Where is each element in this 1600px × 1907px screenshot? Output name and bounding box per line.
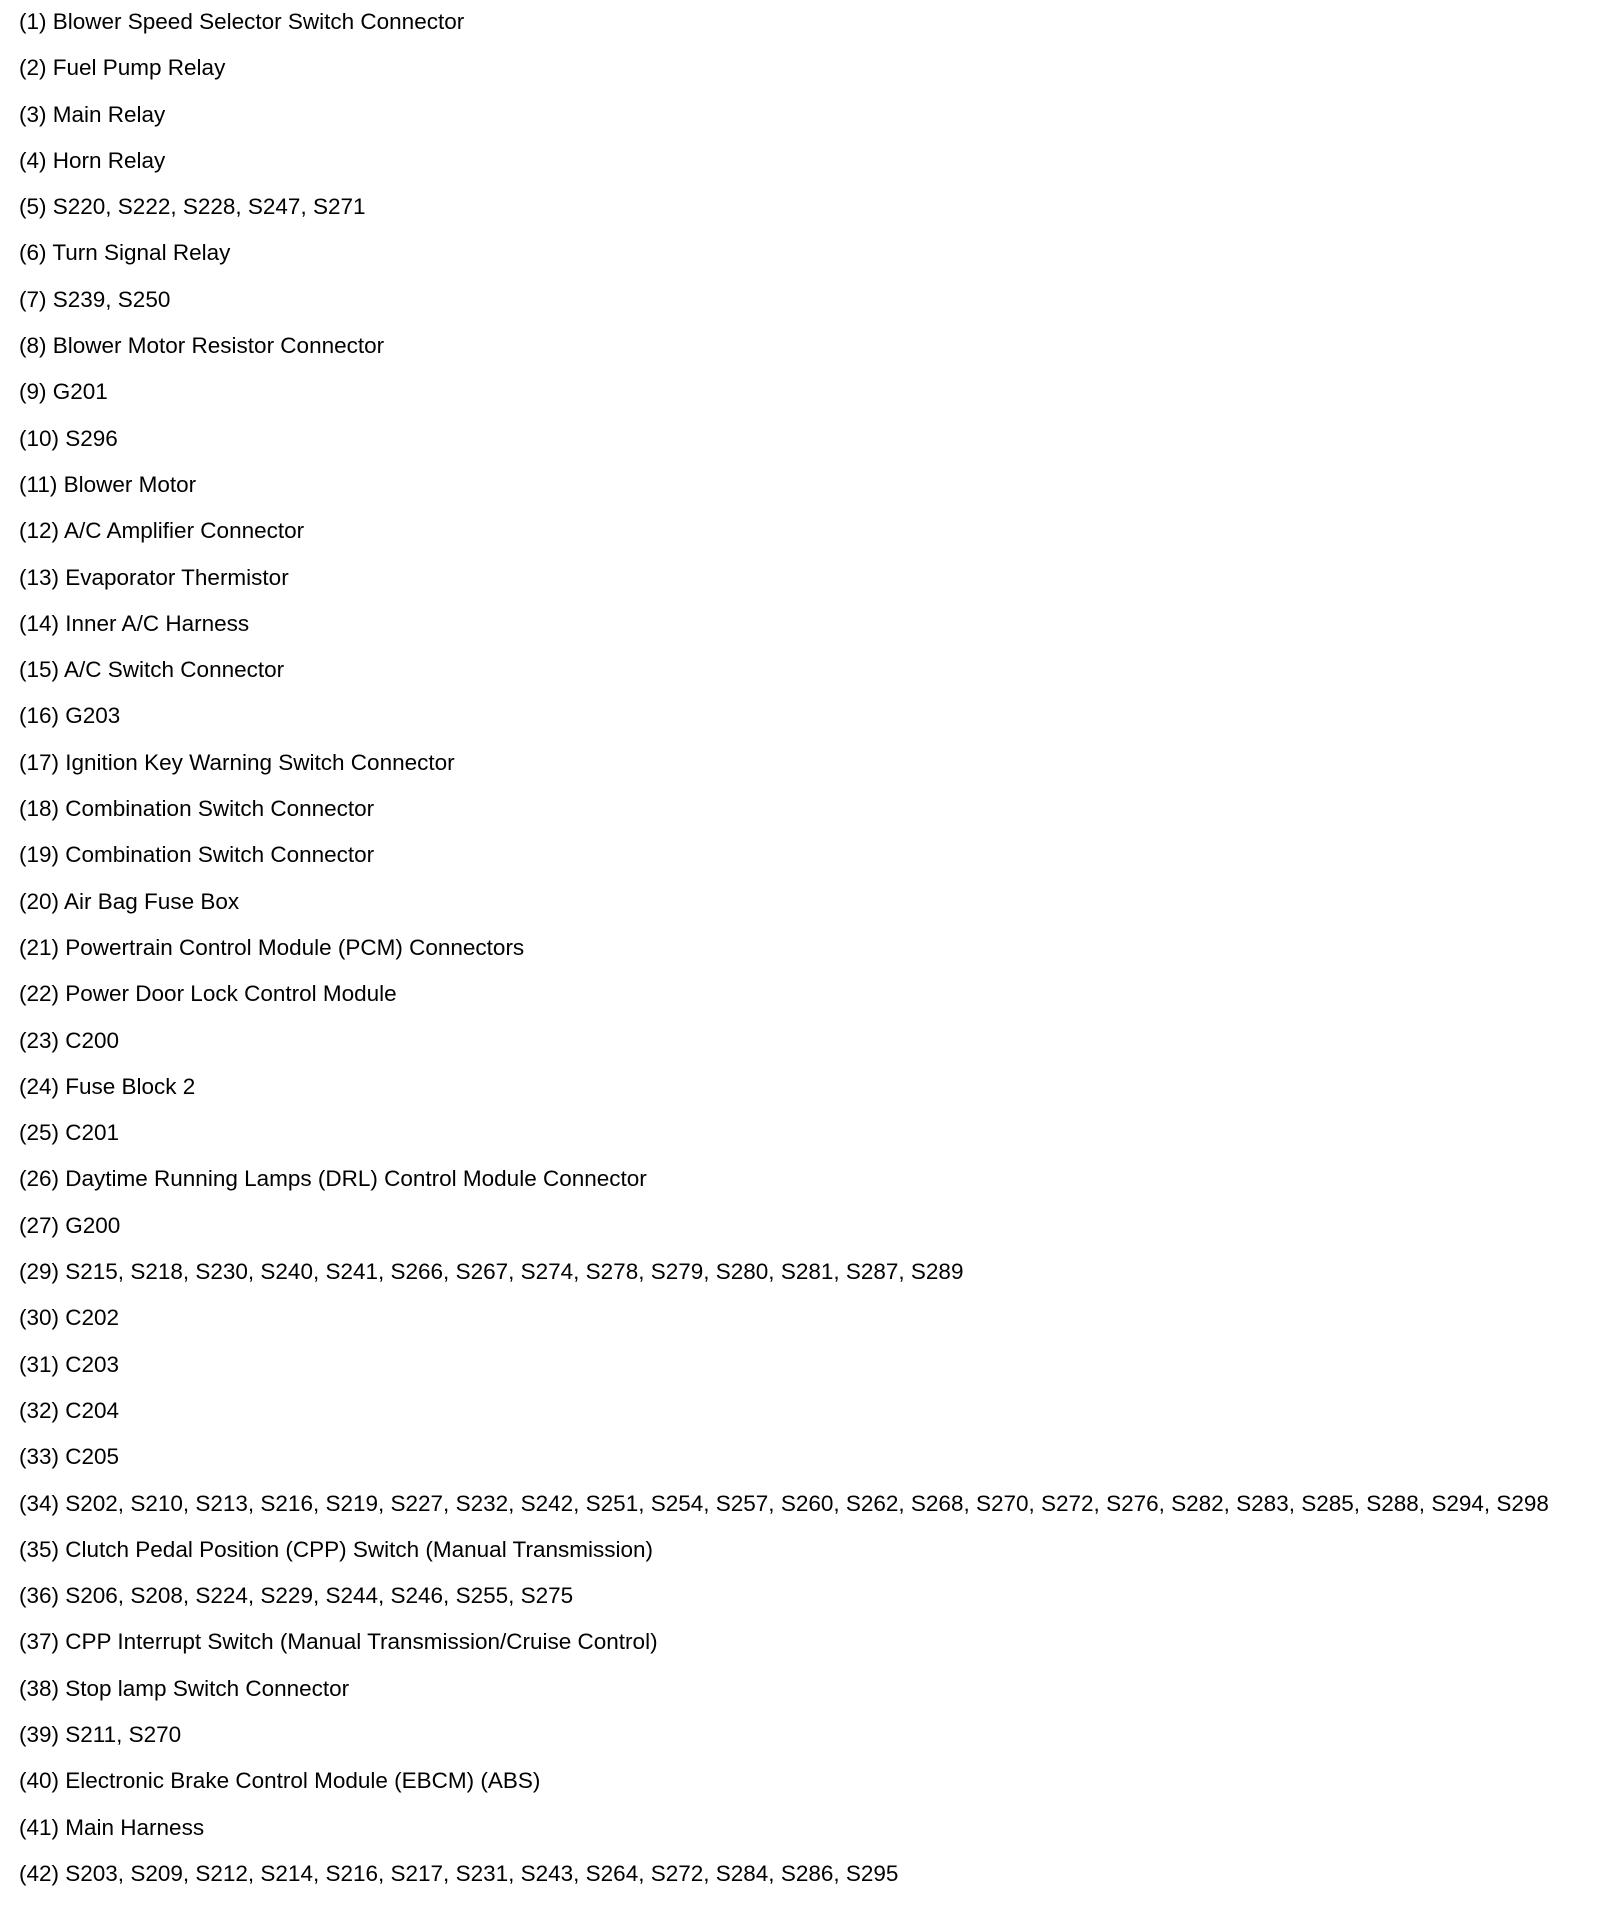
legend-item: (4) Horn Relay [19,147,166,173]
legend-item: (30) C202 [19,1305,120,1331]
legend-item: (39) S211, S270 [19,1721,182,1747]
legend-item: (31) C203 [19,1351,120,1377]
legend-item: (19) Combination Switch Connector [19,842,375,868]
legend-item: (15) A/C Switch Connector [19,657,285,683]
legend-item: (9) G201 [19,379,108,405]
legend-item: (42) S203, S209, S212, S214, S216, S217, S231, S243, S264, S272, S284, S286, S295 [19,1860,899,1886]
legend-item: (23) C200 [19,1027,120,1053]
legend-item: (7) S239, S250 [19,286,171,312]
legend-item: (26) Daytime Running Lamps (DRL) Control Module Connector [19,1166,647,1192]
legend-item: (5) S220, S222, S228, S247, S271 [19,194,366,220]
legend-item: (41) Main Harness [19,1814,205,1840]
legend-item: (1) Blower Speed Selector Switch Connector [19,9,465,34]
legend-item: (11) Blower Motor [19,471,197,497]
legend-item: (25) C201 [19,1120,120,1146]
legend-item: (16) G203 [19,703,121,729]
legend-item: (37) CPP Interrupt Switch (Manual Transmission/Cruise Control) [19,1629,658,1655]
legend-item: (36) S206, S208, S224, S229, S244, S246, S255, S275 [19,1583,574,1609]
legend-item: (24) Fuse Block 2 [19,1073,196,1099]
legend-item: (20) Air Bag Fuse Box [19,888,240,914]
legend-item: (35) Clutch Pedal Position (CPP) Switch (Manual Transmission) [19,1536,653,1562]
legend-item: (40) Electronic Brake Control Module (EBCM) (ABS) [19,1768,541,1794]
legend-item: (17) Ignition Key Warning Switch Connector [19,749,455,775]
legend-item: (3) Main Relay [19,101,166,127]
component-legend-list [19,9,1549,1907]
legend-item: (13) Evaporator Thermistor [19,564,289,590]
legend-item: (12) A/C Amplifier Connector [19,518,305,544]
legend-item: (6) Turn Signal Relay [19,240,231,266]
legend-item: (2) Fuel Pump Relay [19,55,226,81]
legend-item: (32) C204 [19,1397,120,1423]
legend-item: (18) Combination Switch Connector [19,796,375,822]
legend-item: (10) S296 [19,425,118,451]
legend-item: (8) Blower Motor Resistor Connector [19,333,385,359]
legend-item: (33) C205 [19,1444,120,1470]
legend-item: (38) Stop lamp Switch Connector [19,1675,350,1701]
legend-item: (29) S215, S218, S230, S240, S241, S266, S267, S274, S278, S279, S280, S281, S287, S289 [19,1259,964,1285]
legend-item: (22) Power Door Lock Control Module [19,981,397,1007]
legend-item: (34) S202, S210, S213, S216, S219, S227, S232, S242, S251, S254, S257, S260, S262, S268, S270, S272, S276, S282, S283, S285, S288, S294, S298 [19,1490,1549,1516]
legend-item: (14) Inner A/C Harness [19,610,250,636]
legend-item: (27) G200 [19,1212,121,1238]
legend-item: (21) Powertrain Control Module (PCM) Connectors [19,934,525,960]
